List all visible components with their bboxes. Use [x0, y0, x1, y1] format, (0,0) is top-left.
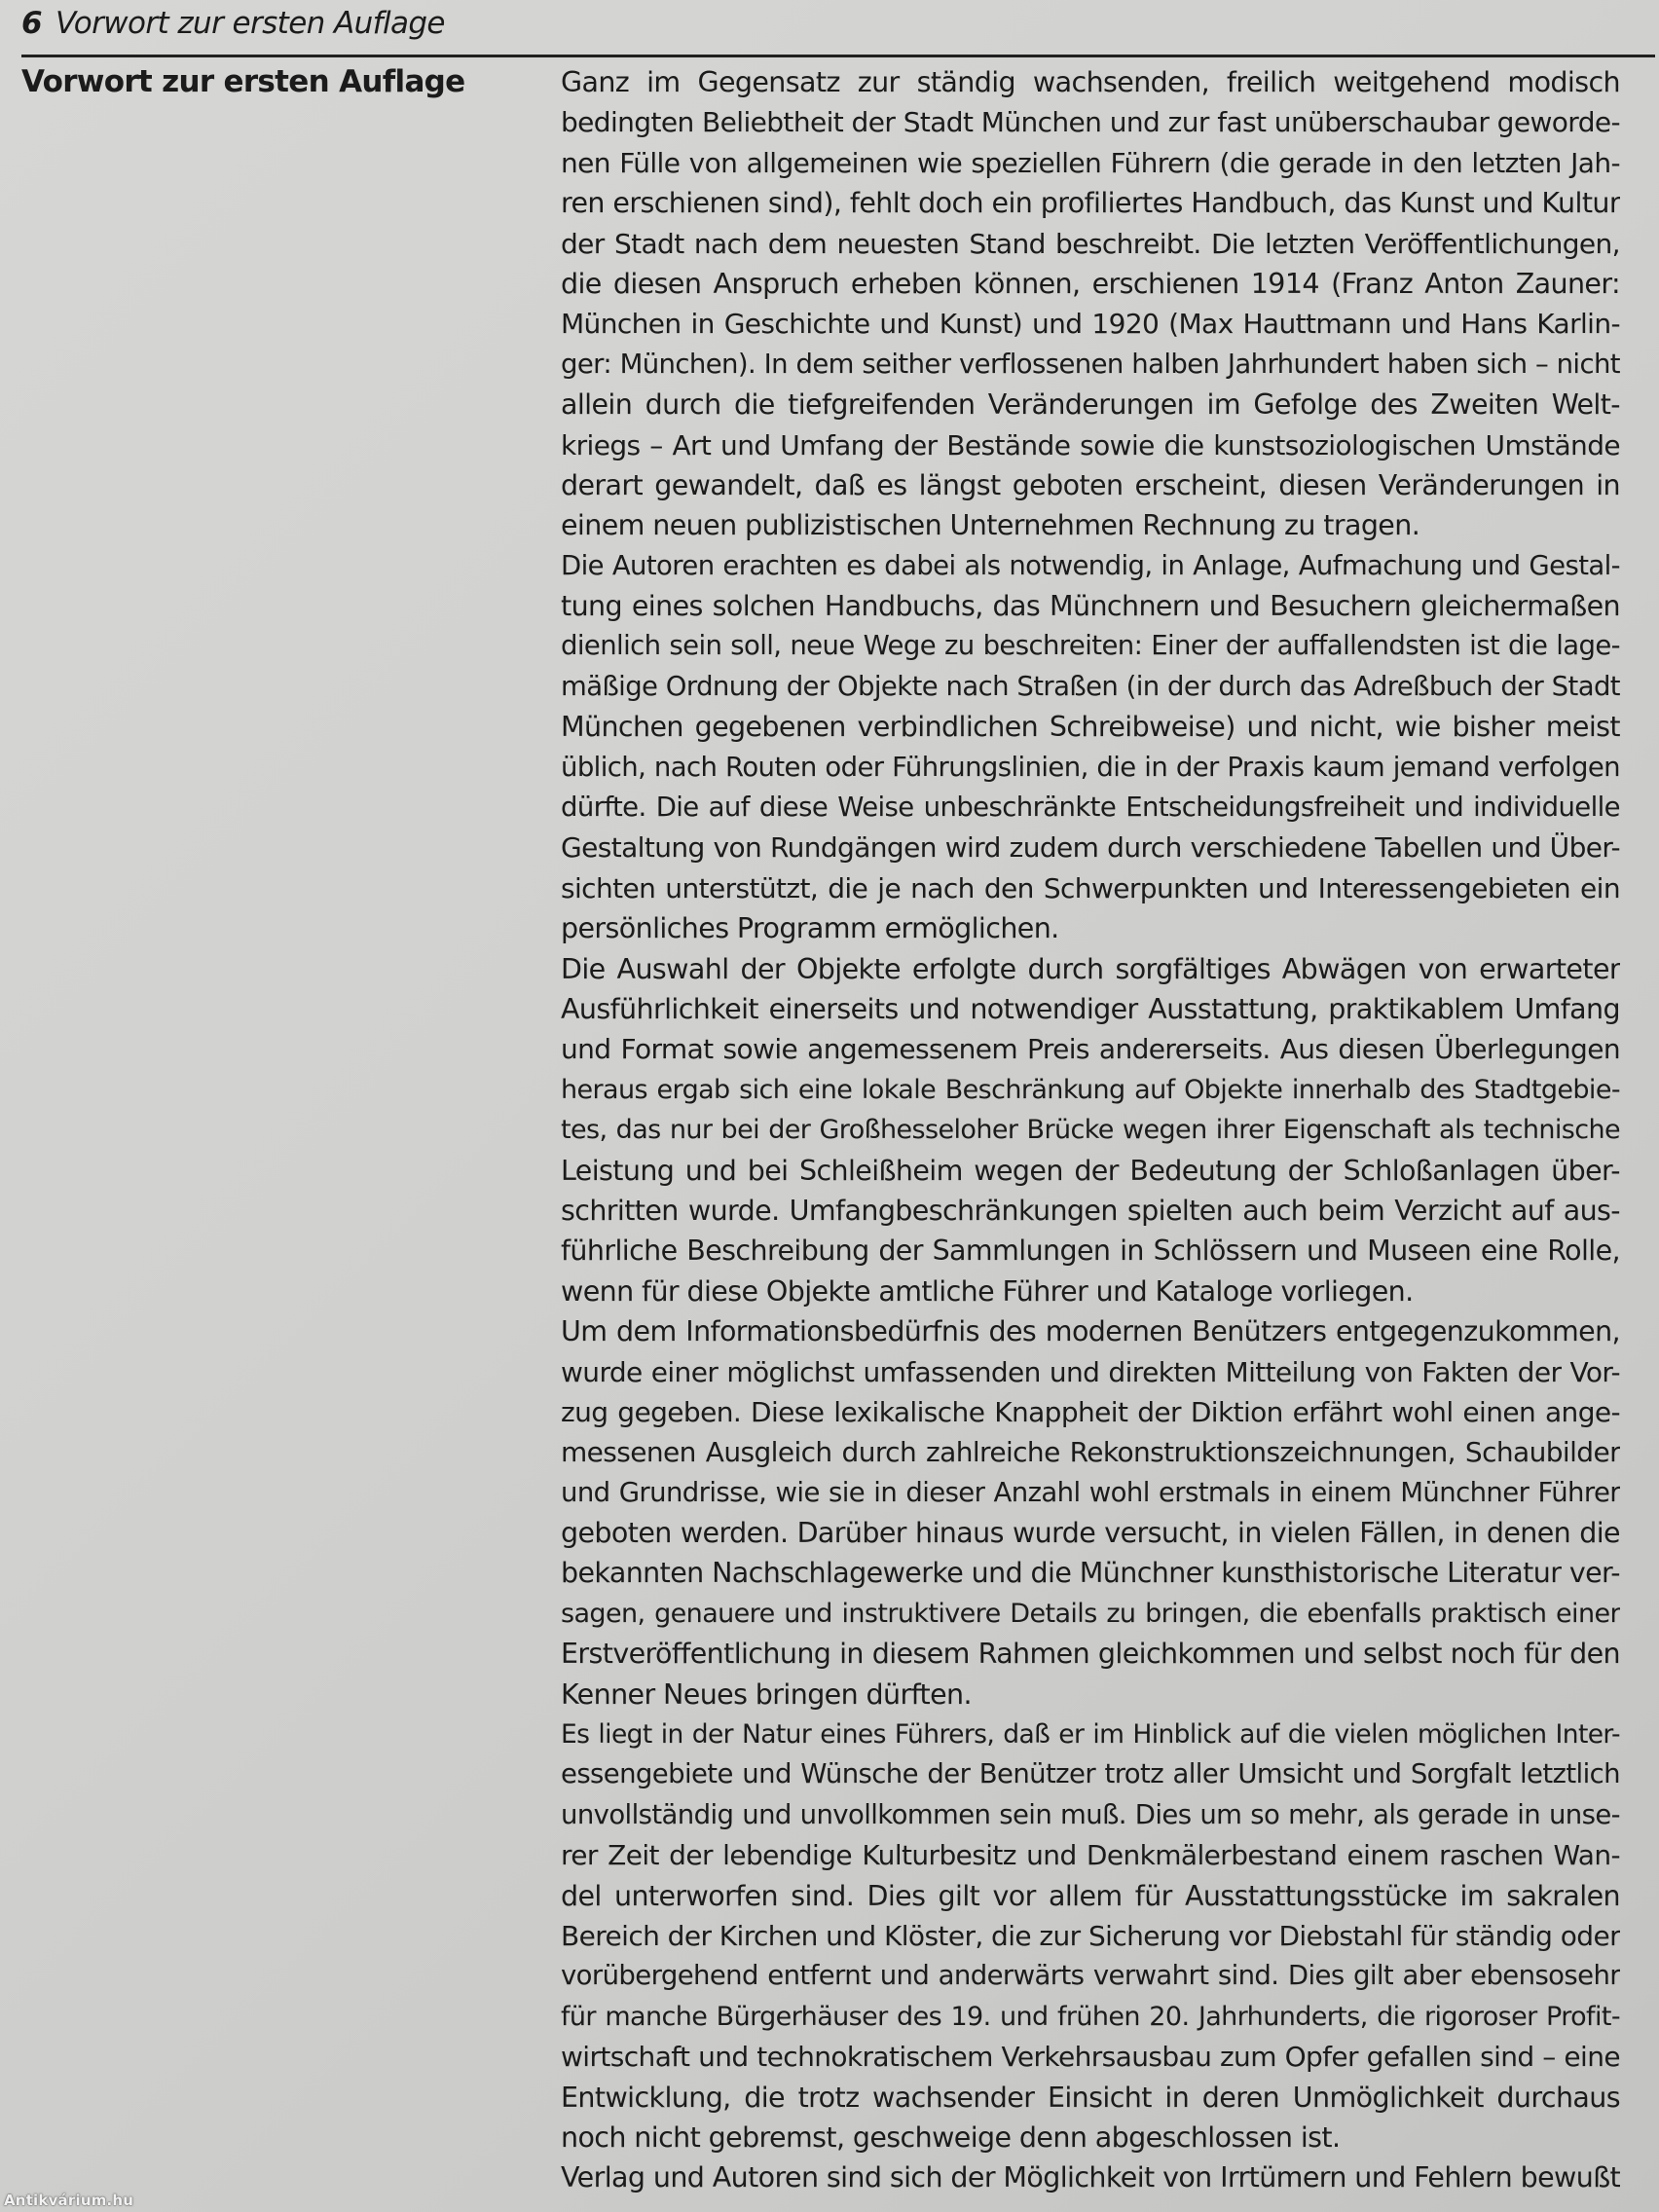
- body-line: persönliches Programm ermöglichen.: [561, 912, 1059, 945]
- body-line: zug gegeben. Diese lexikalische Knappheit der Diktion erfährt wohl einen ange-: [561, 1395, 1620, 1428]
- body-line: und Format sowie angemessenem Preis andererseits. Aus diesen Überlegungen: [561, 1033, 1620, 1066]
- body-line: Erstveröffentlichung in diesem Rahmen gleichkommen und selbst noch für den: [561, 1638, 1620, 1671]
- body-line: tes, das nur bei der Großhesseloher Brücke wegen ihrer Eigenschaft als technische: [561, 1115, 1620, 1146]
- body-line: sichten unterstützt, die je nach den Schwerpunkten und Interessengebieten ein: [561, 871, 1620, 904]
- body-line: ger: München). In dem seither verflossenen halben Jahrhundert haben sich – nicht: [561, 348, 1620, 380]
- body-line: Entwicklung, die trotz wachsender Einsicht in deren Unmöglichkeit durchaus: [561, 2081, 1620, 2114]
- body-line: München in Geschichte und Kunst) und 1920 (Max Hauttmann und Hans Karlin-: [561, 308, 1620, 341]
- body-line: Gestaltung von Rundgängen wird zudem durch verschiedene Tabellen und Über-: [561, 831, 1620, 865]
- watermark-text: Antikvárium.hu: [4, 2192, 134, 2209]
- running-head-title: Vorwort zur ersten Auflage: [55, 6, 445, 41]
- body-line: München gegebenen verbindlichen Schreibweise) und nicht, wie bisher meist: [561, 711, 1620, 744]
- body-line: del unterworfen sind. Dies gilt vor allem für Ausstattungsstücke im sakralen: [561, 1879, 1620, 1912]
- body-line: messenen Ausgleich durch zahlreiche Rekonstruktionszeichnungen, Schaubilder: [561, 1436, 1620, 1469]
- body-line: für manche Bürgerhäuser des 19. und frühen 20. Jahrhunderts, die rigoroser Profit-: [561, 2001, 1620, 2032]
- body-line: allein durch die tiefgreifenden Veränderungen im Gefolge des Zweiten Welt-: [561, 388, 1620, 422]
- body-line: Verlag und Autoren sind sich der Möglichkeit von Irrtümern und Fehlern bewußt: [561, 2161, 1620, 2194]
- running-head: [21, 6, 445, 53]
- body-line: Kenner Neues bringen dürften.: [561, 1677, 972, 1711]
- body-line: tung eines solchen Handbuchs, das Münchnern und Besuchern gleichermaßen: [561, 590, 1620, 623]
- body-line: dienlich sein soll, neue Wege zu beschreiten: Einer der auffallendsten ist die lage-: [561, 630, 1620, 662]
- body-line: üblich, nach Routen oder Führungslinien, die in der Praxis kaum jemand verfolgen: [561, 751, 1620, 783]
- body-line: Bereich der Kirchen und Klöster, die zur Sicherung vor Diebstahl für ständig oder: [561, 1919, 1620, 1952]
- body-line: kriegs – Art und Umfang der Bestände sowie die kunstsoziologischen Umstände: [561, 428, 1620, 461]
- body-line: geboten werden. Darüber hinaus wurde versucht, in vielen Fällen, in denen die: [561, 1517, 1620, 1550]
- body-line: wenn für diese Objekte amtliche Führer und Kataloge vorliegen.: [561, 1274, 1414, 1308]
- body-line: Die Autoren erachten es dabei als notwendig, in Anlage, Aufmachung und Gestal-: [561, 549, 1620, 581]
- body-line: dürfte. Die auf diese Weise unbeschränkte Entscheidungsfreiheit und individuelle: [561, 792, 1620, 824]
- body-line: ren erschienen sind), fehlt doch ein profiliertes Handbuch, das Kunst und Kultur: [561, 187, 1620, 220]
- body-line: der Stadt nach dem neuesten Stand beschreibt. Die letzten Veröffentlichungen,: [561, 227, 1620, 260]
- page-number: 6: [21, 6, 42, 41]
- body-line: schritten wurde. Umfangbeschränkungen spielten auch beim Verzicht auf aus-: [561, 1194, 1620, 1227]
- body-line: vorübergehend entfernt und anderwärts verwahrt sind. Dies gilt aber ebensosehr: [561, 1960, 1620, 1992]
- body-line: Die Auswahl der Objekte erfolgte durch sorgfältiges Abwägen von erwarteter: [561, 952, 1620, 985]
- body-line: derart gewandelt, daß es längst geboten erscheint, diesen Veränderungen in: [561, 468, 1620, 501]
- body-line: essengebiete und Wünsche der Benützer trotz aller Umsicht und Sorgfalt letztlich: [561, 1758, 1620, 1790]
- body-line: bekannten Nachschlagewerke und die Münchner kunsthistorische Literatur ver-: [561, 1557, 1620, 1590]
- header-rule: [21, 55, 1655, 57]
- body-line: noch nicht gebremst, geschweige denn abgeschlossen ist.: [561, 2120, 1341, 2154]
- body-line: Um dem Informationsbedürfnis des modernen Benützers entgegenzukommen,: [561, 1315, 1620, 1348]
- body-line: mäßige Ordnung der Objekte nach Straßen (in der durch das Adreßbuch der Stadt: [561, 670, 1620, 702]
- body-line: Ausführlichkeit einerseits und notwendiger Ausstattung, praktikablem Umfang: [561, 992, 1620, 1025]
- body-line: nen Fülle von allgemeinen wie speziellen Führern (die gerade in den letzten Jah-: [561, 146, 1620, 179]
- body-line: die diesen Anspruch erheben können, erschienen 1914 (Franz Anton Zauner:: [561, 267, 1620, 300]
- body-line: Ganz im Gegensatz zur ständig wachsenden, freilich weitgehend modisch: [561, 66, 1620, 98]
- body-line: einem neuen publizistischen Unternehmen Rechnung zu tragen.: [561, 509, 1420, 542]
- body-line: rer Zeit der lebendige Kulturbesitz und Denkmälerbestand einem raschen Wan-: [561, 1839, 1620, 1872]
- section-title: Vorwort zur ersten Auflage: [21, 64, 465, 99]
- body-line: unvollständig und unvollkommen sein muß. Dies um so mehr, als gerade in unse-: [561, 1798, 1620, 1830]
- body-line: wurde einer möglichst umfassenden und direkten Mitteilung von Fakten der Vor-: [561, 1355, 1620, 1388]
- body-line: wirtschaft und technokratischem Verkehrsausbau zum Opfer gefallen sind – eine: [561, 2041, 1620, 2074]
- body-line: Es liegt in der Natur eines Führers, daß er im Hinblick auf die vielen möglichen Inter-: [561, 1719, 1620, 1751]
- body-line: heraus ergab sich eine lokale Beschränkung auf Objekte innerhalb des Stadtgebie-: [561, 1074, 1620, 1105]
- body-text: [561, 62, 1620, 2198]
- body-line: bedingten Beliebtheit der Stadt München und zur fast unüberschaubar geworde-: [561, 106, 1620, 139]
- body-line: sagen, genauere und instruktivere Details zu bringen, die ebenfalls praktisch einer: [561, 1598, 1620, 1629]
- body-line: und Grundrisse, wie sie in dieser Anzahl wohl erstmals in einem Münchner Führer: [561, 1476, 1620, 1508]
- body-line: führliche Beschreibung der Sammlungen in Schlössern und Museen eine Rolle,: [561, 1235, 1620, 1268]
- body-line: Leistung und bei Schleißheim wegen der Bedeutung der Schloßanlagen über-: [561, 1154, 1620, 1187]
